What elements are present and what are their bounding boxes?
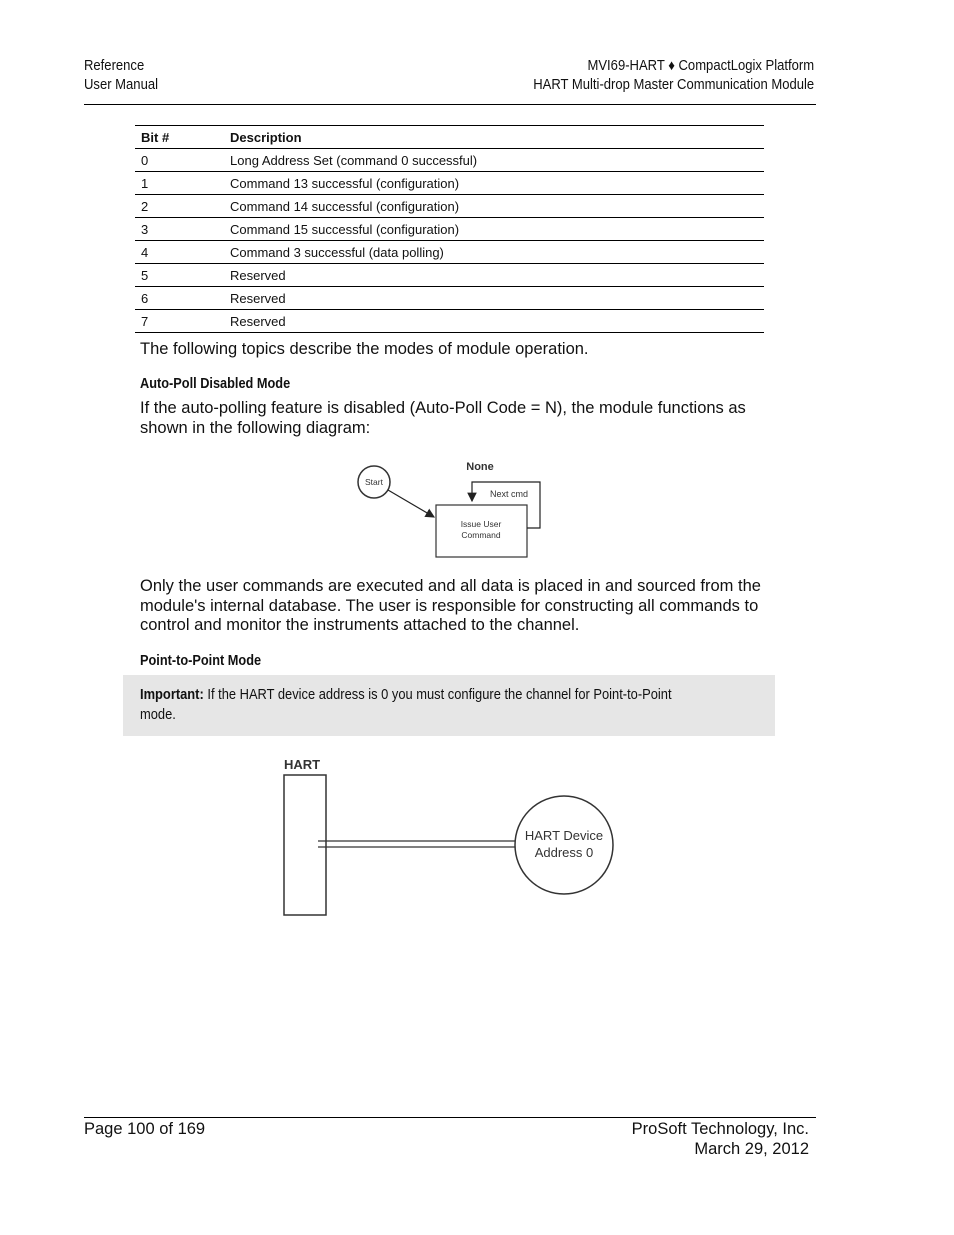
important-note (123, 675, 775, 736)
table-row (135, 264, 764, 287)
description-cell: Reserved (224, 287, 764, 310)
hart-label: HART (284, 757, 321, 772)
table-row (135, 287, 764, 310)
autopoll-heading: Auto-Poll Disabled Mode (140, 375, 291, 392)
column-header-bit: Bit # (135, 126, 224, 149)
bit-cell: 5 (135, 264, 224, 287)
start-label: Start (365, 477, 383, 487)
page-number: Page 100 of 169 (84, 1120, 206, 1138)
bit-table (135, 125, 764, 333)
p2p-diagram (270, 750, 630, 925)
important-body: If the HART device address is 0 you must configure the channel for Point-to-Point mode. (140, 686, 672, 723)
start-arrow (388, 490, 434, 517)
description-cell: Command 13 successful (configuration) (224, 172, 764, 195)
header-section: Reference (84, 58, 145, 74)
table-row (135, 149, 764, 172)
bit-cell: 6 (135, 287, 224, 310)
bit-cell: 1 (135, 172, 224, 195)
important-note-text (140, 685, 708, 725)
table-row (135, 241, 764, 264)
box-label-line1: Issue User (460, 519, 502, 529)
company-name: ProSoft Technology, Inc. (631, 1120, 809, 1138)
bit-cell: 7 (135, 310, 224, 333)
publication-date: March 29, 2012 (694, 1139, 809, 1158)
device-label-line1: HART Device (524, 828, 604, 843)
footer-right (632, 1120, 809, 1159)
footer-rule (84, 1117, 816, 1118)
description-cell: Reserved (224, 310, 764, 333)
p2p-heading: Point-to-Point Mode (140, 652, 262, 669)
table-header-row (135, 126, 764, 149)
bit-cell: 3 (135, 218, 224, 241)
intro-paragraph: The following topics describe the modes of module operation. (140, 340, 589, 358)
box-label-line2: Command (461, 530, 501, 540)
description-cell: Command 15 successful (configuration) (224, 218, 764, 241)
description-cell: Long Address Set (command 0 successful) (224, 149, 764, 172)
autopoll-paragraph: If the auto-polling feature is disabled (Auto-Poll Code = N), the module functions as shown in the following diagram: (140, 399, 746, 437)
description-cell: Reserved (224, 264, 764, 287)
column-header-description: Description (224, 126, 764, 149)
device-label-line2: Address 0 (534, 845, 594, 860)
header-right (533, 57, 814, 95)
table-row (135, 172, 764, 195)
table-row (135, 195, 764, 218)
header-rule (84, 104, 816, 105)
user-commands-paragraph: Only the user commands are executed and all data is placed in and sourced from the module's internal database. The user is responsible for constructing all commands to control and monitor the instruments attached to the channel. (140, 577, 761, 634)
table-row (135, 310, 764, 333)
bit-cell: 0 (135, 149, 224, 172)
header-product: MVI69-HART ♦ CompactLogix Platform (587, 58, 814, 74)
none-label: None (466, 461, 494, 473)
bit-cell: 4 (135, 241, 224, 264)
next-cmd-label: Next cmd (490, 489, 529, 499)
autopoll-diagram (350, 455, 550, 565)
bit-cell: 2 (135, 195, 224, 218)
table-row (135, 218, 764, 241)
header-doc-type: User Manual (84, 77, 158, 93)
description-cell: Command 3 successful (data polling) (224, 241, 764, 264)
important-label: Important: (140, 686, 204, 703)
hart-module-box (284, 775, 326, 915)
header-module: HART Multi-drop Master Communication Module (533, 77, 814, 93)
header-left (84, 57, 158, 95)
description-cell: Command 14 successful (configuration) (224, 195, 764, 218)
